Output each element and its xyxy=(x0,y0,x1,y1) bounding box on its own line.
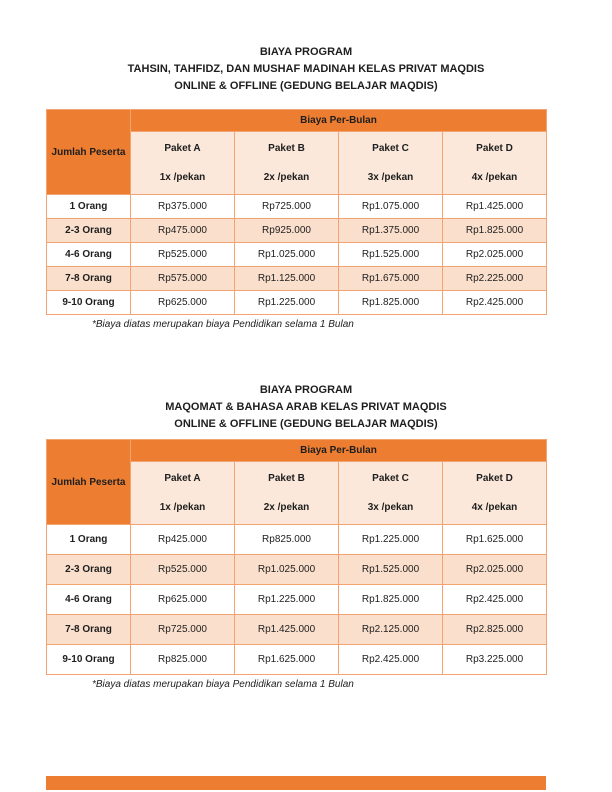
paket-frequency: 3x /pekan xyxy=(367,502,414,513)
footnote: *Biaya diatas merupakan biaya Pendidikan selama 1 Bulan xyxy=(92,319,354,330)
column-header-paket-b xyxy=(235,462,339,525)
group-header-row xyxy=(47,440,547,462)
row-label: 9-10 Orang xyxy=(47,645,131,675)
price-cell: Rp825.000 xyxy=(131,645,235,675)
price-cell: Rp425.000 xyxy=(131,525,235,555)
paket-name: Paket A xyxy=(164,143,201,154)
title-line: BIAYA PROGRAM xyxy=(259,46,353,58)
price-cell: Rp2.425.000 xyxy=(443,585,547,615)
price-cell: Rp525.000 xyxy=(131,555,235,585)
table-row xyxy=(47,615,547,645)
column-header-paket-c xyxy=(339,462,443,525)
paket-name: Paket D xyxy=(476,473,513,484)
price-cell: Rp475.000 xyxy=(131,219,235,243)
price-cell: Rp525.000 xyxy=(131,243,235,267)
price-cell: Rp1.625.000 xyxy=(443,525,547,555)
paket-frequency: 2x /pekan xyxy=(263,502,310,513)
price-cell: Rp2.825.000 xyxy=(443,615,547,645)
price-cell: Rp1.825.000 xyxy=(339,585,443,615)
table-row xyxy=(47,267,547,291)
row-label: 2-3 Orang xyxy=(47,555,131,585)
price-cell: Rp1.375.000 xyxy=(339,219,443,243)
price-cell: Rp575.000 xyxy=(131,267,235,291)
price-cell: Rp1.225.000 xyxy=(235,291,339,315)
price-cell: Rp725.000 xyxy=(131,615,235,645)
row-label: 7-8 Orang xyxy=(47,615,131,645)
footnote: *Biaya diatas merupakan biaya Pendidikan selama 1 Bulan xyxy=(92,679,354,690)
price-cell: Rp725.000 xyxy=(235,195,339,219)
title-line: ONLINE & OFFLINE (GEDUNG BELAJAR MAQDIS) xyxy=(174,80,438,92)
price-table xyxy=(46,109,547,315)
paket-frequency: 4x /pekan xyxy=(471,502,518,513)
price-cell: Rp2.025.000 xyxy=(443,555,547,585)
table-row xyxy=(47,219,547,243)
table-row xyxy=(47,291,547,315)
price-cell: Rp2.425.000 xyxy=(339,645,443,675)
row-label: 7-8 Orang xyxy=(47,267,131,291)
price-cell: Rp1.025.000 xyxy=(235,243,339,267)
paket-frequency: 1x /pekan xyxy=(159,502,206,513)
table-row xyxy=(47,645,547,675)
price-cell: Rp625.000 xyxy=(131,291,235,315)
price-cell: Rp1.425.000 xyxy=(443,195,547,219)
price-cell: Rp825.000 xyxy=(235,525,339,555)
price-cell: Rp2.025.000 xyxy=(443,243,547,267)
price-cell: Rp1.425.000 xyxy=(235,615,339,645)
next-page-table-edge xyxy=(46,776,546,790)
table-row xyxy=(47,243,547,267)
program-section-maqomat xyxy=(0,330,612,690)
paket-name: Paket B xyxy=(268,473,305,484)
price-cell: Rp1.825.000 xyxy=(339,291,443,315)
price-cell: Rp1.525.000 xyxy=(339,243,443,267)
price-cell: Rp3.225.000 xyxy=(443,645,547,675)
price-cell: Rp2.425.000 xyxy=(443,291,547,315)
table-row xyxy=(47,585,547,615)
price-cell: Rp925.000 xyxy=(235,219,339,243)
paket-frequency: 3x /pekan xyxy=(367,172,414,183)
price-cell: Rp1.825.000 xyxy=(443,219,547,243)
paket-name: Paket C xyxy=(372,473,409,484)
price-cell: Rp1.225.000 xyxy=(235,585,339,615)
price-cell: Rp1.525.000 xyxy=(339,555,443,585)
column-header-paket-d xyxy=(443,132,547,195)
column-header-paket-d xyxy=(443,462,547,525)
column-header-paket-a xyxy=(131,132,235,195)
price-cell: Rp2.125.000 xyxy=(339,615,443,645)
row-label: 1 Orang xyxy=(47,195,131,219)
group-header: Biaya Per-Bulan xyxy=(131,110,547,132)
paket-frequency: 2x /pekan xyxy=(263,172,310,183)
row-label: 4-6 Orang xyxy=(47,243,131,267)
group-header: Biaya Per-Bulan xyxy=(131,440,547,462)
section-title xyxy=(0,0,612,95)
price-cell: Rp1.625.000 xyxy=(235,645,339,675)
table-row xyxy=(47,555,547,585)
price-cell: Rp375.000 xyxy=(131,195,235,219)
price-table xyxy=(46,439,547,675)
paket-name: Paket A xyxy=(164,473,201,484)
paket-name: Paket D xyxy=(476,143,513,154)
row-label: 9-10 Orang xyxy=(47,291,131,315)
table-row xyxy=(47,525,547,555)
title-line: BIAYA PROGRAM xyxy=(259,384,353,396)
price-cell: Rp2.225.000 xyxy=(443,267,547,291)
paket-name: Paket B xyxy=(268,143,305,154)
column-header-paket-b xyxy=(235,132,339,195)
title-line: MAQOMAT & BAHASA ARAB KELAS PRIVAT MAQDIS xyxy=(165,401,447,413)
corner-header: Jumlah Peserta xyxy=(47,110,131,195)
paket-frequency: 1x /pekan xyxy=(159,172,206,183)
column-header-paket-c xyxy=(339,132,443,195)
row-label: 2-3 Orang xyxy=(47,219,131,243)
title-line: TAHSIN, TAHFIDZ, DAN MUSHAF MADINAH KELAS PRIVAT MAQDIS xyxy=(127,63,485,75)
column-header-paket-a xyxy=(131,462,235,525)
paket-name: Paket C xyxy=(372,143,409,154)
section-title xyxy=(0,330,612,433)
price-cell: Rp1.675.000 xyxy=(339,267,443,291)
price-cell: Rp1.125.000 xyxy=(235,267,339,291)
table-row xyxy=(47,195,547,219)
program-section-tahsin xyxy=(0,0,612,330)
group-header-row xyxy=(47,110,547,132)
price-cell: Rp1.025.000 xyxy=(235,555,339,585)
price-cell: Rp1.225.000 xyxy=(339,525,443,555)
row-label: 4-6 Orang xyxy=(47,585,131,615)
row-label: 1 Orang xyxy=(47,525,131,555)
price-cell: Rp625.000 xyxy=(131,585,235,615)
title-line: ONLINE & OFFLINE (GEDUNG BELAJAR MAQDIS) xyxy=(174,418,438,430)
price-cell: Rp1.075.000 xyxy=(339,195,443,219)
corner-header: Jumlah Peserta xyxy=(47,440,131,525)
paket-frequency: 4x /pekan xyxy=(471,172,518,183)
